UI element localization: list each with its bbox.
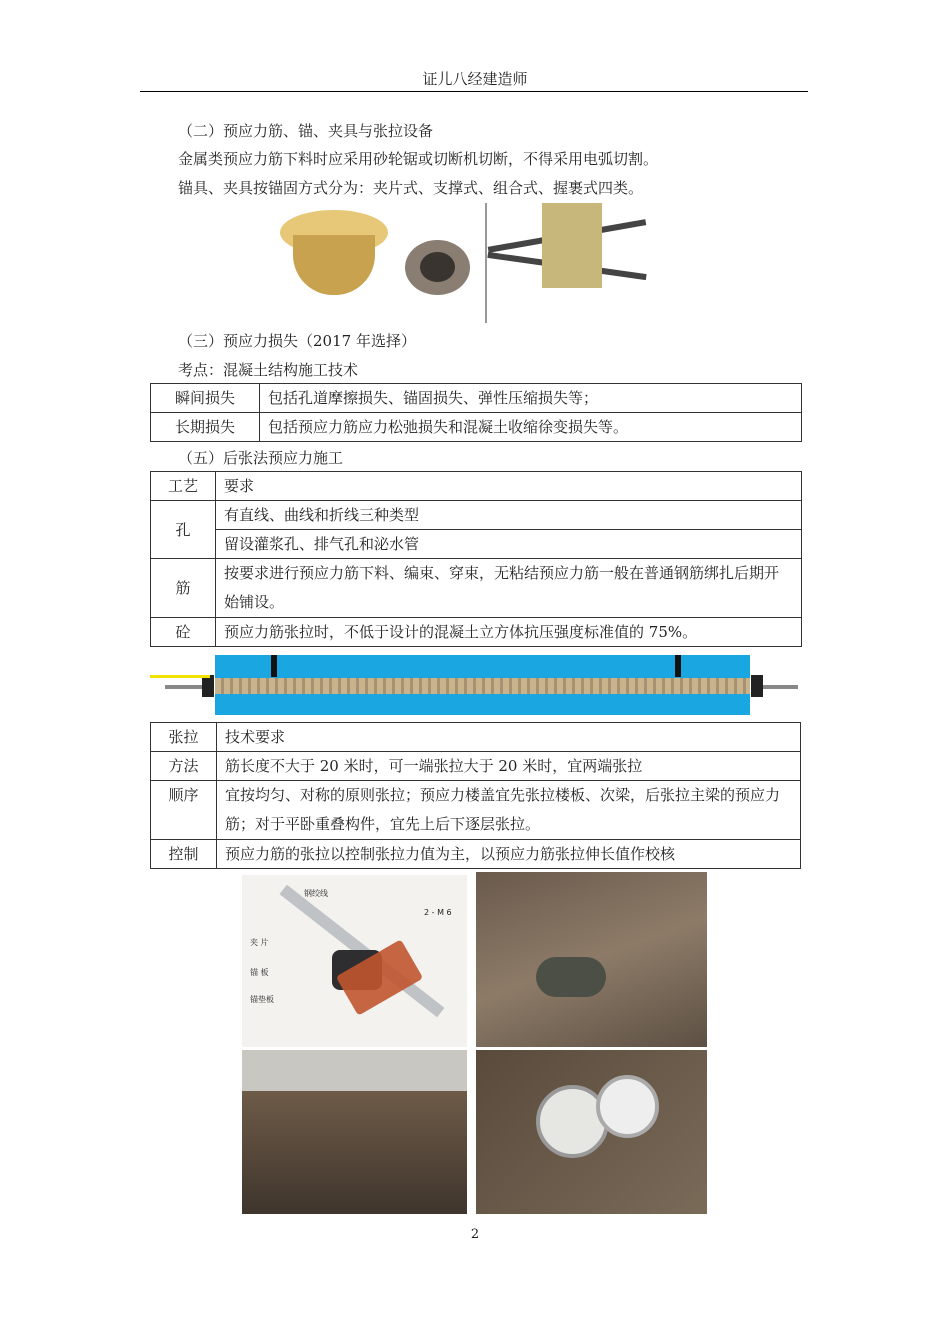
cell-value: 宜按均匀、对称的原则张拉；预应力楼盖宜先张拉楼板、次梁，后张拉主梁的预应力筋；对于平卧重叠构件，宜先上后下逐层张拉。	[217, 781, 801, 840]
table-row	[151, 840, 801, 869]
paragraph: 金属类预应力筋下料时应采用砂轮锯或切断机切断，不得采用电弧切割。	[178, 150, 659, 168]
cell-label: 控制	[151, 840, 217, 869]
table-row	[151, 384, 802, 413]
header-cell: 工艺	[151, 472, 216, 501]
label-plate: 锚 板	[250, 968, 269, 977]
cell-value: 有直线、曲线和折线三种类型	[216, 501, 802, 530]
jack-site-photo	[476, 872, 707, 1047]
cell-value: 筋长度不大于 20 米时，可一端张拉大于 20 米时，宜两端张拉	[217, 752, 801, 781]
cell-value: 按要求进行预应力筋下料、编束、穿束，无粘结预应力筋一般在普通钢筋绑扎后期开始铺设。	[216, 559, 802, 618]
exam-point-note: 考点：混凝土结构施工技术	[178, 361, 359, 379]
table-row	[151, 501, 802, 530]
post-tension-beam-diagram	[150, 653, 800, 718]
cell-value: 包括预应力筋应力松弛损失和混凝土收缩徐变损失等。	[260, 413, 802, 442]
section-heading: （五）后张法预应力施工	[178, 449, 344, 467]
cell-label: 瞬间损失	[151, 384, 260, 413]
table-row	[151, 559, 802, 618]
label-pad: 锚垫板	[250, 995, 274, 1004]
table-row	[151, 472, 802, 501]
table-row	[151, 781, 801, 840]
cell-label: 顺序	[151, 781, 217, 840]
section-heading: （三）预应力损失（2017 年选择）	[178, 332, 416, 350]
table-row	[151, 723, 801, 752]
label-strand: 钢绞线	[304, 889, 328, 898]
paragraph: 锚具、夹具按锚固方式分为：夹片式、支撑式、组合式、握裹式四类。	[178, 179, 644, 197]
table-row	[151, 618, 802, 647]
anchor-head-photo	[275, 205, 395, 300]
cell-label: 砼	[151, 618, 216, 647]
cell-value: 预应力筋张拉时，不低于设计的混凝土立方体抗压强度标准值的 75%。	[216, 618, 802, 647]
section-heading: （二）预应力筋、锚、夹具与张拉设备	[178, 122, 434, 140]
cell-value: 预应力筋的张拉以控制张拉力值为主，以预应力筋张拉伸长值作校核	[217, 840, 801, 869]
header-cell: 要求	[216, 472, 802, 501]
cell-value: 包括孔道摩擦损失、锚固损失、弹性压缩损失等；	[260, 384, 802, 413]
construction-site-photo	[242, 1050, 467, 1214]
prestress-loss-table	[150, 383, 802, 442]
cell-label: 长期损失	[151, 413, 260, 442]
anchor-strand-photo	[485, 203, 667, 323]
cell-label: 孔	[151, 501, 216, 559]
post-tension-process-table	[150, 471, 802, 647]
label-bolt: 2 - M 6	[424, 908, 452, 917]
header-cell: 张拉	[151, 723, 217, 752]
anchor-assembly-diagram	[242, 875, 467, 1047]
table-row	[151, 413, 802, 442]
pressure-gauge-photo	[476, 1050, 707, 1214]
header-cell: 技术要求	[217, 723, 801, 752]
cell-value: 留设灌浆孔、排气孔和泌水管	[216, 530, 802, 559]
table-row	[151, 530, 802, 559]
anchor-clip-photo	[400, 235, 480, 300]
page-header-title: 证儿八经建造师	[422, 70, 528, 88]
page-number: 2	[470, 1227, 480, 1242]
cell-label: 方法	[151, 752, 217, 781]
table-row	[151, 752, 801, 781]
tensioning-table	[150, 722, 801, 869]
cell-label: 筋	[151, 559, 216, 618]
label-clip: 夹 片	[250, 938, 269, 947]
header-divider	[140, 91, 808, 92]
